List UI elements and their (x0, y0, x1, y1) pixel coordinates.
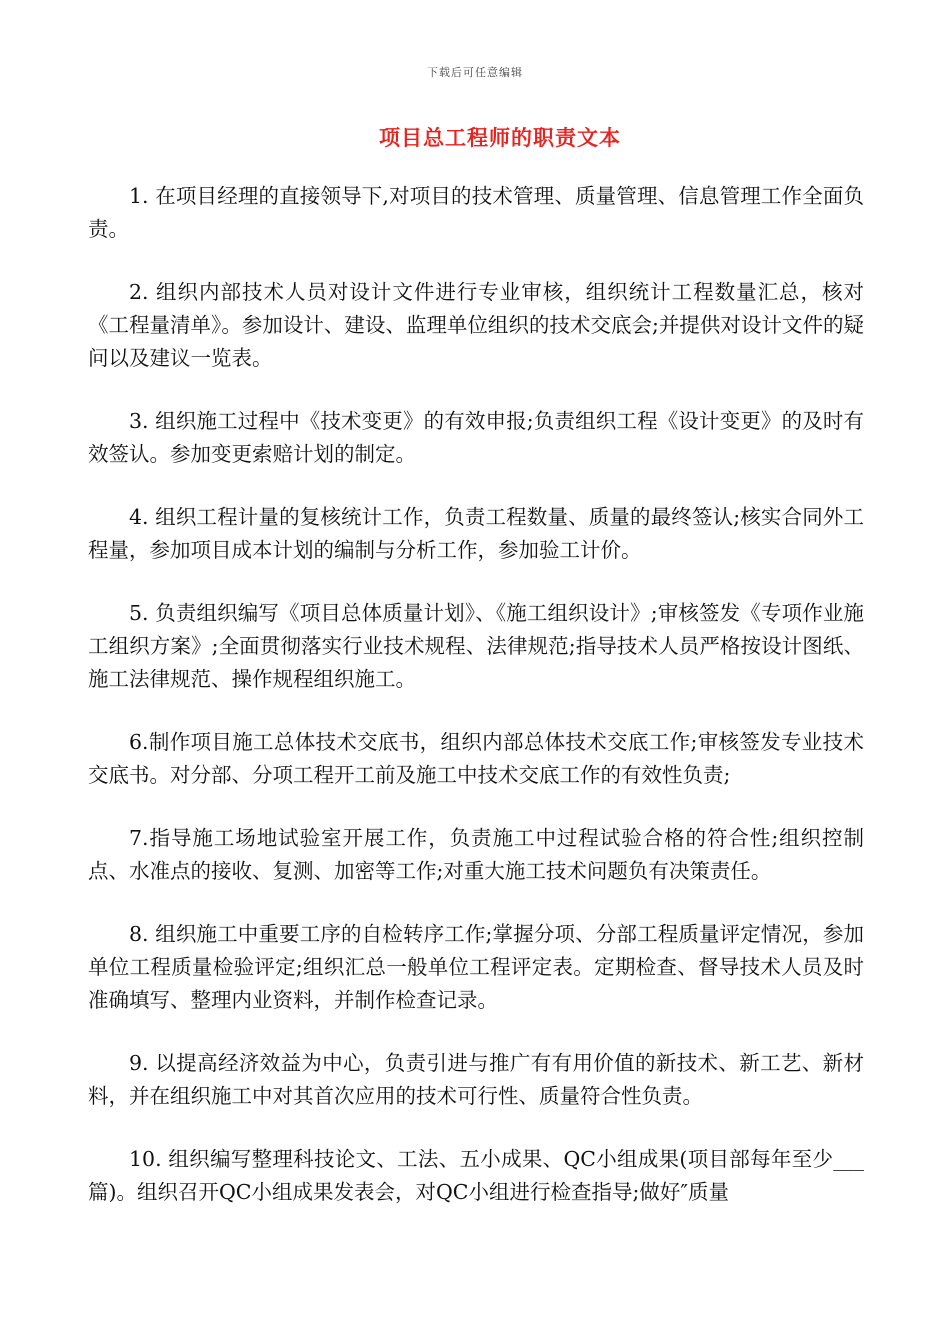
paragraph-8: 8. 组织施工中重要工序的自检转序工作;掌握分项、分部工程质量评定情况，参加单位工程质量检验评定;组织汇总一般单位工程评定表。定期检查、督导技术人员及时准确填写、整理内业资料，并制作检查记录。 (88, 922, 864, 1012)
paragraph-7: 7.指导施工场地试验室开展工作，负责施工中过程试验合格的符合性;组织控制点、水准点的接收、复测、加密等工作;对重大施工技术问题负有决策责任。 (88, 826, 864, 883)
paragraph-10: 10. 组织编写整理科技论文、工法、五小成果、QC小组成果(项目部每年至少___篇)。组织召开QC小组成果发表会，对QC小组进行检查指导;做好″质量 (88, 1147, 864, 1204)
document-body (88, 180, 864, 1239)
paragraph-9: 9. 以提高经济效益为中心，负责引进与推广有有用价值的新技术、新工艺、新材料，并在组织施工中对其首次应用的技术可行性、质量符合性负责。 (88, 1051, 864, 1108)
paragraph-3: 3. 组织施工过程中《技术变更》的有效申报;负责组织工程《设计变更》的及时有效签认。参加变更索赔计划的制定。 (88, 409, 864, 466)
header-note: 下载后可任意编辑 (427, 66, 523, 79)
paragraph-2: 2. 组织内部技术人员对设计文件进行专业审核，组织统计工程数量汇总，核对《工程量清单》。参加设计、建设、监理单位组织的技术交底会;并提供对设计文件的疑问以及建议一览表。 (88, 280, 864, 370)
paragraph-6: 6.制作项目施工总体技术交底书，组织内部总体技术交底工作;审核签发专业技术交底书。对分部、分项工程开工前及施工中技术交底工作的有效性负责; (88, 730, 864, 787)
paragraph-4: 4. 组织工程计量的复核统计工作，负责工程数量、质量的最终签认;核实合同外工程量，参加项目成本计划的编制与分析工作，参加验工计价。 (88, 505, 864, 562)
document-title: 项目总工程师的职责文本 (379, 126, 621, 150)
paragraph-1: 1. 在项目经理的直接领导下,对项目的技术管理、质量管理、信息管理工作全面负责。 (88, 184, 864, 241)
paragraph-5: 5. 负责组织编写《项目总体质量计划》、《施工组织设计》;审核签发《专项作业施工组织方案》;全面贯彻落实行业技术规程、法律规范;指导技术人员严格按设计图纸、施工法律规范、操作规程组织施工。 (88, 601, 864, 691)
